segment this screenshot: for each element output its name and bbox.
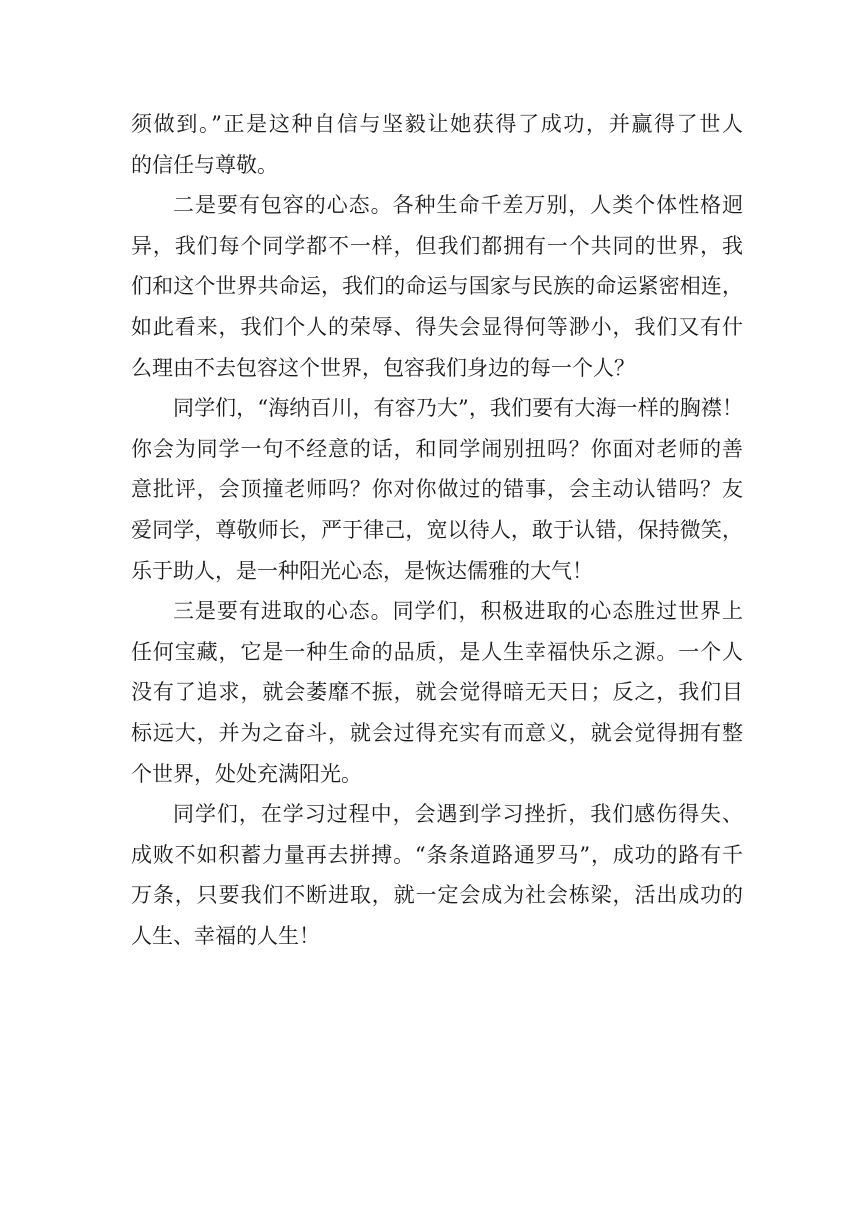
document-body — [131, 104, 743, 956]
paragraph-2-line-4: 如此看来，我们个人的荣辱、得失会显得何等渺小，我们又有什 — [131, 314, 743, 339]
paragraph-2-line-3: 们和这个世界共命运，我们的命运与国家与民族的命运紧密相连， — [131, 274, 743, 299]
paragraph-3-line-3: 意批评，会顶撞老师吗？你对你做过的错事，会主动认错吗？友 — [131, 477, 743, 502]
paragraph-4-line-2: 任何宝藏，它是一种生命的品质，是人生幸福快乐之源。一个人 — [131, 639, 743, 664]
paragraph-5-line-1: 同学们，在学习过程中，会遇到学习挫折，我们感伤得失、 — [173, 802, 743, 827]
paragraph-4-line-5: 个世界，处处充满阳光。 — [131, 761, 362, 786]
paragraph-4-line-1: 三是要有进取的心态。同学们，积极进取的心态胜过世界上 — [173, 599, 743, 624]
paragraph-3-line-2: 你会为同学一句不经意的话，和同学闹别扭吗？你面对老师的善 — [131, 436, 743, 461]
paragraph-1-line-2: 的信任与尊敬。 — [131, 152, 278, 177]
paragraph-4-line-4: 标远大，并为之奋斗，就会过得充实有而意义，就会觉得拥有整 — [131, 720, 743, 745]
paragraph-3-line-1: 同学们，“海纳百川，有容乃大”，我们要有大海一样的胸襟！ — [173, 396, 743, 421]
paragraph-2-line-2: 异，我们每个同学都不一样，但我们都拥有一个共同的世界，我 — [131, 233, 743, 258]
paragraph-2-line-1: 二是要有包容的心态。各种生命千差万别，人类个体性格迥 — [173, 193, 743, 218]
paragraph-2-line-5: 么理由不去包容这个世界，包容我们身边的每一个人？ — [131, 355, 635, 380]
paragraph-3-line-5: 乐于助人，是一种阳光心态，是恢达儒雅的大气！ — [131, 558, 593, 583]
paragraph-5-line-2: 成败不如积蓄力量再去拼搏。“条条道路通罗马”，成功的路有千 — [131, 842, 743, 867]
paragraph-4-line-3: 没有了追求，就会萎靡不振，就会觉得暗无天日；反之，我们目 — [131, 680, 743, 705]
paragraph-5-line-3: 万条，只要我们不断进取，就一定会成为社会栋梁，活出成功的 — [131, 883, 743, 908]
paragraph-1-line-1: 须做到。”正是这种自信与坚毅让她获得了成功，并赢得了世人 — [131, 112, 743, 136]
paragraph-5-line-4: 人生、幸福的人生！ — [131, 923, 320, 948]
paragraph-3-line-4: 爱同学，尊敬师长，严于律己，宽以待人，敢于认错，保持微笑， — [131, 517, 743, 542]
